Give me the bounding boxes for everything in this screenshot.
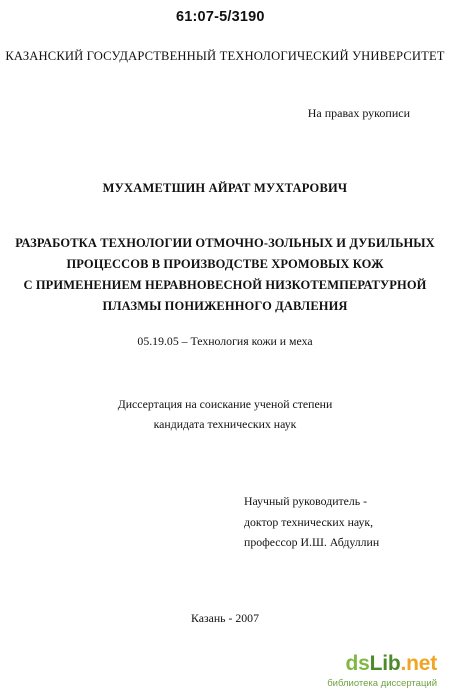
logo-ds: ds [345, 652, 370, 675]
degree-line: кандидата технических наук [153, 417, 297, 431]
logo-lib: Lib [369, 652, 401, 675]
supervisor-line: Научный руководитель - [244, 494, 368, 508]
author-name: МУХАМЕТШИН АЙРАТ МУХТАРОВИЧ [102, 181, 348, 195]
title-line: С ПРИМЕНЕНИЕМ НЕРАВНОВЕСНОЙ НИЗКОТЕМПЕРАТУРНОЙ [23, 278, 427, 292]
title-line: РАЗРАБОТКА ТЕХНОЛОГИИ ОТМОЧНО-ЗОЛЬНЫХ И ДУБИЛЬНЫХ [15, 236, 435, 250]
archive-stamp: 61:07-5/3190 [176, 9, 265, 25]
specialty-code: 05.19.05 – Технология кожи и меха [137, 334, 313, 348]
university-name: КАЗАНСКИЙ ГОСУДАРСТВЕННЫЙ ТЕХНОЛОГИЧЕСКИЙ УНИВЕРСИТЕТ [5, 49, 445, 63]
title-line: ПЛАЗМЫ ПОНИЖЕННОГО ДАВЛЕНИЯ [102, 299, 348, 313]
supervisor-line: доктор технических наук, [244, 514, 374, 529]
place-and-year: Казань - 2007 [191, 611, 259, 625]
watermark-subtitle: библиотека диссертаций [327, 678, 437, 689]
logo-net: .net [400, 652, 437, 675]
degree-line: Диссертация на соискание ученой степени [117, 397, 333, 411]
supervisor-line: профессор И.Ш. Абдуллин [244, 535, 380, 549]
manuscript-rights-note: На правах рукописи [307, 106, 410, 120]
dslib-watermark[interactable] [297, 652, 437, 690]
dslib-logo[interactable] [345, 652, 437, 676]
dissertation-title [0, 233, 450, 317]
supervisor-block [244, 491, 379, 553]
degree-statement [0, 394, 450, 434]
title-line: ПРОЦЕССОВ В ПРОИЗВОДСТВЕ ХРОМОВЫХ КОЖ [66, 257, 384, 271]
